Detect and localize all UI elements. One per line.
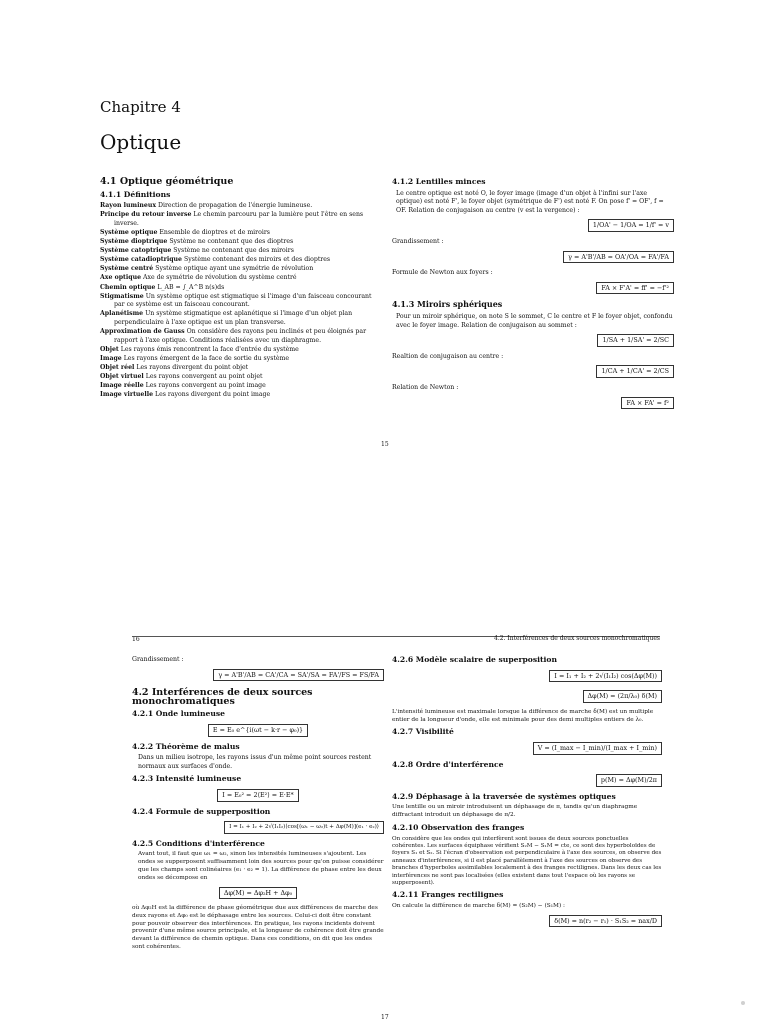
- paragraph: Pour un miroir sphérique, on note S le sommet, C le centre et F le foyer objet, confondu avec le foyer image. Relation de conjugaison au sommet :: [396, 312, 673, 329]
- definition-item: [100, 310, 378, 327]
- page-number: 15: [381, 441, 389, 448]
- definition-item: [100, 292, 378, 310]
- definition-term: Objet réel: [100, 363, 135, 371]
- paragraph: L'intensité lumineuse est maximale lorsque la différence de marche δ(M) est un multiple entier de la longueur d'onde, elle est minimale pour des demi multiples entiers de λ₀.: [392, 708, 654, 723]
- definition-term: Principe du retour inverse: [100, 211, 192, 219]
- equation-box: 1/CA + 1/CA' = 2/CS: [596, 365, 674, 378]
- definition-text: On considère des rayons peu inclinés et peu éloignés par rapport à l'axe optique. Conditions réalisées avec un diaphragme.: [114, 328, 367, 344]
- equation-box: FA × FA' = f²: [621, 397, 674, 410]
- equation-box: 1/OA' − 1/OA = 1/f' = v: [588, 219, 674, 232]
- label: Realtion de conjugaison au centre :: [392, 352, 504, 360]
- equation-box: 1/SA + 1/SA' = 2/SC: [597, 334, 674, 347]
- equation-box: δ(M) = n(r₂ − r₁) · S₁S₂ = nax/D: [549, 915, 662, 928]
- definition-term: Rayon lumineux: [100, 202, 157, 210]
- subsection-heading: 4.2.1 Onde lumineuse: [132, 709, 226, 719]
- equation-box: γ = A'B'/AB = CA'/CA = SA'/SA = FA'/FS = FS/FA: [213, 669, 384, 682]
- definition-term: Système catadioptrique: [100, 256, 182, 264]
- equation-box: E = E₀ e^{i(ωt − k·r − φ₀)}: [208, 724, 308, 737]
- definition-item: [100, 211, 378, 228]
- paragraph: On calcule la différence de marche δ(M) = (S₂M) − (S₁M) :: [392, 902, 566, 909]
- paragraph: où Δφ₂H est la différence de phase géométrique due aux différences de marche des deux rayons et Δφ₀ est le déphasage entre les sources. Celui-ci doit être constant pour pouvoir observer des interférences. En pratique, les rayons incidents doivent provenir d'une même source principale, et la longueur de cohérence doit être grande devant la différence de chemin optique. Dans ces conditions, on dit que les ondes sont cohérentes.: [132, 905, 384, 951]
- equation-box: I = I₁ + I₂ + 2√(I₁I₂)⟨cos[(ω₁ − ω₂)t + Δφ(M)](e₁ · e₂)⟩: [224, 821, 384, 834]
- subsection-heading: 4.2.5 Conditions d'interférence: [132, 838, 265, 848]
- equation-box: p(M) = Δφ(M)/2π: [596, 774, 662, 787]
- definition-item: [100, 274, 378, 283]
- section-heading: 4.1 Optique géométrique: [100, 176, 234, 187]
- definition-text: Les rayons divergent du point image: [154, 391, 271, 399]
- definition-text: L_AB = ∫_A^B n(s)ds: [157, 283, 225, 291]
- page-gap: [0, 450, 768, 620]
- definition-term: Image virtuelle: [100, 391, 154, 399]
- paragraph: Avant tout, il faut que ω₁ = ω₂, sinon les intensités lumineuses s'ajoutent. Les ondes se supperposent suffisamment loin des sources pour qu'on puisse considérer que les champs sont colinéaires (e₁ · e₂ = 1). La différence de phase entre les deux ondes se décompose en: [138, 851, 384, 881]
- definition-item: [100, 363, 378, 373]
- subsection-heading: 4.2.10 Observation des franges: [392, 822, 525, 832]
- definition-item: [100, 328, 378, 345]
- definition-text: Système ne contenant que des miroirs: [173, 247, 294, 255]
- definition-text: Les rayons convergent au point image: [145, 382, 266, 390]
- section-heading: 4.2 Interférences de deux sources monochromatiques: [132, 687, 313, 707]
- definition-text: Un système stigmatique est aplanétique si l'image d'un objet plan perpendiculaire à l'axe optique est un plan transverse.: [114, 310, 353, 326]
- definition-term: Approximation de Gauss: [100, 328, 185, 335]
- definition-term: Objet virtuel: [100, 372, 144, 380]
- definition-item: [100, 391, 378, 400]
- definition-text: Système optique ayant une symétrie de révolution: [155, 265, 314, 273]
- equation-box: Δφ(M) = Δφ₂H + Δφ₀: [219, 887, 297, 900]
- subsection-heading: 4.2.4 Formule de supperposition: [132, 806, 271, 816]
- definition-term: Système catoptrique: [100, 247, 172, 255]
- definition-text: Système ne contenant que des dioptres: [169, 238, 294, 246]
- definition-text: Le chemin parcouru par la lumière peut l'être en sens inverse.: [114, 211, 364, 227]
- definition-term: Chemin optique: [100, 283, 156, 291]
- definition-text: Ensemble de dioptres et de miroirs: [159, 228, 270, 236]
- left-column-2: [132, 656, 384, 954]
- page-number-bottom: 17: [381, 1014, 389, 1021]
- page-15: [0, 0, 768, 450]
- definition-item: [100, 247, 378, 256]
- right-column: [392, 178, 674, 415]
- equation-box: γ = A'B'/AB = OA'/OA = FA'/FA: [563, 251, 674, 264]
- label: Grandissement :: [392, 237, 444, 245]
- definition-text: Les rayons divergent du point objet: [136, 363, 249, 371]
- definition-item: [100, 238, 378, 247]
- chapter-title: Optique: [100, 130, 182, 154]
- definition-text: Direction de propagation de l'énergie lumineuse.: [158, 202, 313, 210]
- subsection-heading: 4.1.3 Miroirs sphériques: [392, 299, 503, 310]
- definition-item: [100, 202, 378, 211]
- definition-text: Les rayons convergent au point objet: [145, 372, 263, 380]
- definition-term: Stigmatisme: [100, 292, 144, 300]
- chapter-label: Chapitre 4: [100, 98, 181, 116]
- definition-text: Un système optique est stigmatique si l'image d'un faisceau concourant par ce système est un faisceau concourant.: [114, 292, 372, 309]
- definition-term: Aplanétisme: [100, 310, 144, 318]
- subsection-heading: 4.2.3 Intensité lumineuse: [132, 774, 242, 784]
- definition-item: [100, 283, 378, 293]
- definition-term: Système dioptrique: [100, 238, 168, 246]
- definition-text: Système contenant des miroirs et des dioptres: [183, 256, 331, 264]
- equation-box: Δφ(M) = (2π/λ₀) δ(M): [583, 690, 662, 703]
- paragraph: Une lentille ou un miroir introduisent un déphasage de π, tandis qu'un diaphragme diffractant introduit un déphasage de π/2.: [392, 804, 638, 819]
- page-number: 16: [132, 636, 140, 643]
- definition-term: Objet: [100, 345, 119, 353]
- definition-term: Image: [100, 354, 122, 362]
- right-column-2: [392, 656, 662, 933]
- definition-item: [100, 345, 378, 355]
- definition-term: Système optique: [100, 228, 158, 236]
- label: Relation de Newton :: [392, 383, 459, 391]
- definitions-list: [100, 202, 378, 400]
- subsection-heading: 4.2.11 Franges rectilignes: [392, 890, 504, 900]
- definition-term: Système centré: [100, 265, 154, 273]
- equation-box: I = E₀² = 2⟨E²⟩ = E·E*: [217, 789, 298, 802]
- definition-item: [100, 228, 378, 238]
- label: Grandissement :: [132, 656, 184, 663]
- left-column: [100, 178, 378, 400]
- definition-item: [100, 372, 378, 382]
- definition-item: [100, 382, 378, 391]
- definition-text: Les rayons émergent de la face de sortie du système: [123, 354, 290, 362]
- definition-item: [100, 265, 378, 274]
- subsection-heading: 4.2.9 Déphasage à la traversée de systèmes optiques: [392, 791, 616, 801]
- equation-box: FA × F'A' = ff' = −f'²: [596, 282, 674, 295]
- subsection-heading: 4.2.8 Ordre d'interférence: [392, 759, 504, 769]
- label: Formule de Newton aux foyers :: [392, 269, 493, 277]
- definition-item: [100, 354, 378, 364]
- definition-text: Axe de symétrie de révolution du système centré: [142, 274, 297, 282]
- subsection-heading: 4.1.1 Définitions: [100, 189, 171, 199]
- definition-term: Axe optique: [100, 274, 142, 282]
- definition-item: [100, 256, 378, 265]
- subsection-heading: 4.2.7 Visibilité: [392, 727, 454, 737]
- running-head-title: 4.2. Interférences de deux sources monochromatiques: [494, 635, 660, 642]
- subsection-heading: 4.2.2 Théorème de malus: [132, 741, 240, 751]
- equation-box: V = (I_max − I_min)/(I_max + I_min): [533, 742, 662, 755]
- paragraph: On considère que les ondes qui interfèrent sont issues de deux sources ponctuelles cohérentes. Les surfaces équiphase vérifient S₂M − S₁M = cte, ce sont des hyperboloïdes de foyers S₁ et S₂. Si l'écran d'observation est perpendiculaire à l'axe des sources, on observe des anneaux d'interférences, si il est placé parallèlement à l'axe des sources on observe des branches d'hyperboles assimilables localement à des franges rectilignes. Dans les deux cas les interférences ne sont pas localisées (elles existent dans tout l'espace où les rayons se supperposent).: [392, 835, 662, 886]
- scroll-marker: [741, 1001, 745, 1005]
- definition-text: Les rayons émis rencontrent la face d'entrée du système: [120, 345, 299, 353]
- subsection-heading: 4.1.2 Lentilles minces: [392, 177, 486, 186]
- subsection-heading: 4.2.6 Modèle scalaire de superposition: [392, 655, 557, 664]
- definition-term: Image réelle: [100, 382, 144, 390]
- equation-box: I = I₁ + I₂ + 2√(I₁I₂) cos(Δφ(M)): [549, 670, 662, 683]
- paragraph: Le centre optique est noté O, le foyer image (image d'un objet à l'infini sur l'axe optique) est noté F', le foyer objet (symétrique de F') est noté F. On pose f' = OF', f = OF. Relation de conjugaison au centre (v est la vergence) :: [396, 189, 664, 214]
- paragraph: Dans un milieu isotrope, les rayons issus d'un même point sources restent normaux aux surfaces d'onde.: [138, 754, 372, 770]
